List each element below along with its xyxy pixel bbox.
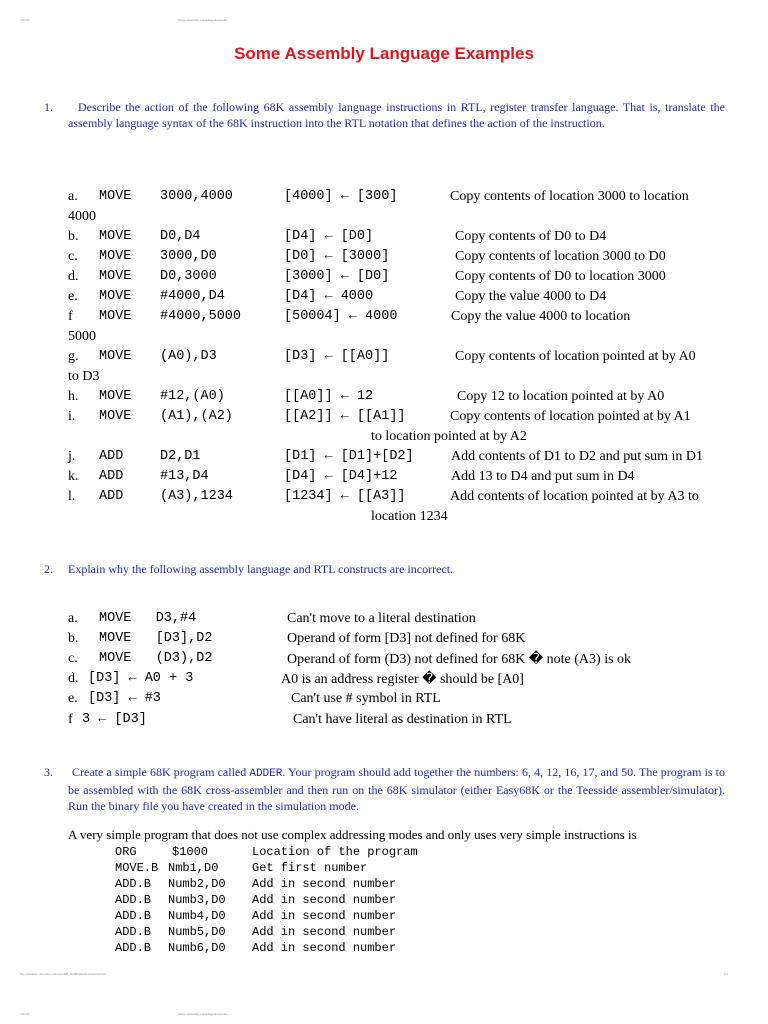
action-description-continued: to location pointed at by A2 [371, 429, 527, 444]
question-3-number: 3. [44, 765, 53, 779]
list-item [0, 489, 768, 509]
construct-code: [D3] ← #3 [88, 691, 161, 706]
question-3-text-before: Create a simple 68K program called [72, 765, 250, 779]
list-item [0, 229, 768, 249]
list-item [0, 712, 768, 732]
rtl-expression: [[A2]] ← [[A1]] [284, 409, 406, 424]
item-label: d. [68, 671, 79, 686]
item-label: f [68, 712, 73, 727]
print-footer-url: http://www.ee.nmt.edu/~rison/ee308_spr98/notes/Lecture13.html [20, 972, 106, 976]
list-item [0, 651, 768, 671]
error-explanation: Operand of form [D3] not defined for 68K [287, 631, 526, 646]
list-item [0, 249, 768, 269]
code-operand: Numb5,D0 [168, 925, 226, 939]
action-description: Copy contents of location pointed at by A0 [455, 349, 696, 364]
list-item [0, 389, 768, 409]
code-operand: Numb2,D0 [168, 877, 226, 891]
question-2-text: Explain why the following assembly language and RTL constructs are incorrect. [68, 562, 454, 576]
print-header-title: Some Assembly Language Examples [178, 18, 228, 22]
item-label: a. [68, 189, 78, 204]
code-comment: Add in second number [252, 909, 397, 923]
list-item [0, 289, 768, 309]
rtl-expression: [D4] ← [D0] [284, 229, 374, 244]
list-item [0, 691, 768, 711]
instruction-operands: D2,D1 [160, 449, 201, 464]
print-header-title-2: Some Assembly Language Examples [178, 1012, 228, 1016]
question-3-text [68, 764, 725, 814]
code-comment: Add in second number [252, 893, 397, 907]
action-description-continued: to D3 [68, 369, 100, 384]
question-2-number: 2. [44, 562, 53, 576]
code-comment: Add in second number [252, 877, 397, 891]
item-label: i. [68, 409, 76, 424]
action-description: Copy 12 to location pointed at by A0 [457, 389, 665, 404]
rtl-expression: [D4] ← 4000 [284, 289, 374, 304]
code-instruction: ADD.B [115, 893, 152, 907]
action-description: Copy the value 4000 to D4 [455, 289, 607, 304]
error-explanation: A0 is an address register � should be [A0] [281, 672, 524, 687]
rtl-expression: [1234] ← [[A3]] [284, 489, 406, 504]
code-operand: Numb4,D0 [168, 909, 226, 923]
rtl-expression: [D3] ← [[A0]] [284, 349, 390, 364]
item-label: h. [68, 389, 79, 404]
list-item [0, 671, 768, 691]
action-description-continued: location 1234 [371, 509, 448, 524]
item-label: a. [68, 611, 78, 626]
action-description: Copy the value 4000 to location [451, 309, 631, 324]
construct-code: [D3] ← A0 + 3 [88, 671, 194, 686]
rtl-expression: [3000] ← [D0] [284, 269, 390, 284]
action-description: Copy contents of location 3000 to D0 [455, 249, 666, 264]
list-item [0, 611, 768, 631]
error-explanation: Can't use # symbol in RTL [291, 691, 441, 706]
program-name: ADDER [249, 768, 283, 780]
construct-code: MOVE D3,#4 [99, 611, 197, 626]
instruction-opcode: MOVE [99, 229, 132, 244]
action-description: Copy contents of location 3000 to location [450, 189, 689, 204]
construct-code: MOVE [D3],D2 [99, 631, 213, 646]
question-1-number: 1. [44, 100, 53, 114]
print-header-date: 7/21/11 [20, 18, 30, 22]
code-operand: Nmb1,D0 [168, 861, 219, 875]
code-instruction: ADD.B [115, 941, 152, 955]
instruction-operands: (A1),(A2) [160, 409, 233, 424]
item-label: f [68, 309, 73, 324]
construct-code: MOVE (D3),D2 [99, 651, 213, 666]
action-description-continued: 4000 [68, 209, 96, 224]
instruction-operands: #4000,D4 [160, 289, 225, 304]
instruction-operands: 3000,D0 [160, 249, 217, 264]
error-explanation: Can't have literal as destination in RTL [293, 712, 512, 727]
instruction-operands: #4000,5000 [160, 309, 242, 324]
list-item [0, 349, 768, 369]
page-title: Some Assembly Language Examples [234, 44, 534, 63]
action-description: Copy contents of location pointed at by A1 [450, 409, 691, 424]
program-intro: A very simple program that does not use complex addressing modes and only uses very simple instructions is [68, 827, 637, 842]
code-operand: Numb6,D0 [168, 941, 226, 955]
instruction-operands: D0,D4 [160, 229, 201, 244]
code-instruction: ORG [115, 845, 137, 859]
instruction-opcode: ADD [99, 469, 124, 484]
action-description: Copy contents of D0 to location 3000 [455, 269, 666, 284]
rtl-expression: [[A0]] ← 12 [284, 389, 374, 404]
code-operand: $1000 [172, 845, 209, 859]
item-label: e. [68, 289, 78, 304]
question-3-text-after: . Your program should add together the numbers: 6, 4, 12, 16, 17, and 50. The program is to be assembled with the 68K cross-assembler and then run on the 68K simulator (either Easy68K or the Teesside assembler/simulator). Run the binary file you have created in the simulation mode. [68, 765, 726, 813]
list-item [0, 189, 768, 209]
question-1-text: Describe the action of the following 68K assembly language instructions in RTL, register transfer language. That is, translate the assembly language syntax of the 68K instruction into the RTL notation that defines the action of the instruction. [68, 100, 725, 130]
action-description: Add 13 to D4 and put sum in D4 [451, 469, 635, 484]
action-description: Add contents of D1 to D2 and put sum in D1 [451, 449, 703, 464]
instruction-opcode: MOVE [99, 249, 132, 264]
instruction-operands: #12,(A0) [160, 389, 225, 404]
code-comment: Add in second number [252, 925, 397, 939]
item-label: l. [68, 489, 76, 504]
action-description: Copy contents of D0 to D4 [455, 229, 607, 244]
instruction-opcode: MOVE [99, 269, 132, 284]
instruction-opcode: MOVE [99, 409, 132, 424]
instruction-opcode: ADD [99, 489, 124, 504]
rtl-expression: [D0] ← [3000] [284, 249, 390, 264]
code-operand: Numb3,D0 [168, 893, 226, 907]
item-label: b. [68, 229, 79, 244]
list-item [0, 631, 768, 651]
item-label: d. [68, 269, 79, 284]
list-item [0, 409, 768, 429]
code-comment: Get first number [252, 861, 368, 875]
instruction-operands: #13,D4 [160, 469, 209, 484]
item-label: g. [68, 349, 79, 364]
item-label: k. [68, 469, 79, 484]
code-instruction: ADD.B [115, 909, 152, 923]
instruction-operands: (A0),D3 [160, 349, 217, 364]
item-label: j. [68, 449, 76, 464]
list-item [0, 309, 768, 329]
code-instruction: ADD.B [115, 877, 152, 891]
code-comment: Add in second number [252, 941, 397, 955]
instruction-opcode: MOVE [99, 389, 132, 404]
instruction-opcode: ADD [99, 449, 124, 464]
item-label: c. [68, 651, 78, 666]
error-explanation: Can't move to a literal destination [287, 611, 476, 626]
action-description: Add contents of location pointed at by A3 to [450, 489, 699, 504]
instruction-opcode: MOVE [99, 309, 132, 324]
code-instruction: ADD.B [115, 925, 152, 939]
instruction-operands: D0,3000 [160, 269, 217, 284]
instruction-opcode: MOVE [99, 349, 132, 364]
instruction-opcode: MOVE [99, 189, 132, 204]
item-label: c. [68, 249, 78, 264]
list-item [0, 469, 768, 489]
item-label: b. [68, 631, 79, 646]
item-label: e. [68, 691, 78, 706]
rtl-expression: [4000] ← [300] [284, 189, 398, 204]
instruction-opcode: MOVE [99, 289, 132, 304]
rtl-expression: [D4] ← [D4]+12 [284, 469, 398, 484]
instruction-operands: (A3),1234 [160, 489, 233, 504]
rtl-expression: [D1] ← [D1]+[D2] [284, 449, 414, 464]
code-instruction: MOVE.B [115, 861, 159, 875]
construct-code: 3 ← [D3] [82, 712, 147, 727]
instruction-operands: 3000,4000 [160, 189, 233, 204]
rtl-expression: [50004] ← 4000 [284, 309, 398, 324]
error-explanation: Operand of form (D3) not defined for 68K � note (A3) is ok [287, 652, 632, 667]
action-description-continued: 5000 [68, 329, 96, 344]
code-comment: Location of the program [252, 845, 418, 859]
print-footer-page: 1/1 [724, 972, 729, 976]
list-item [0, 269, 768, 289]
list-item [0, 449, 768, 469]
print-header-date-2: 7/21/11 [20, 1012, 30, 1016]
